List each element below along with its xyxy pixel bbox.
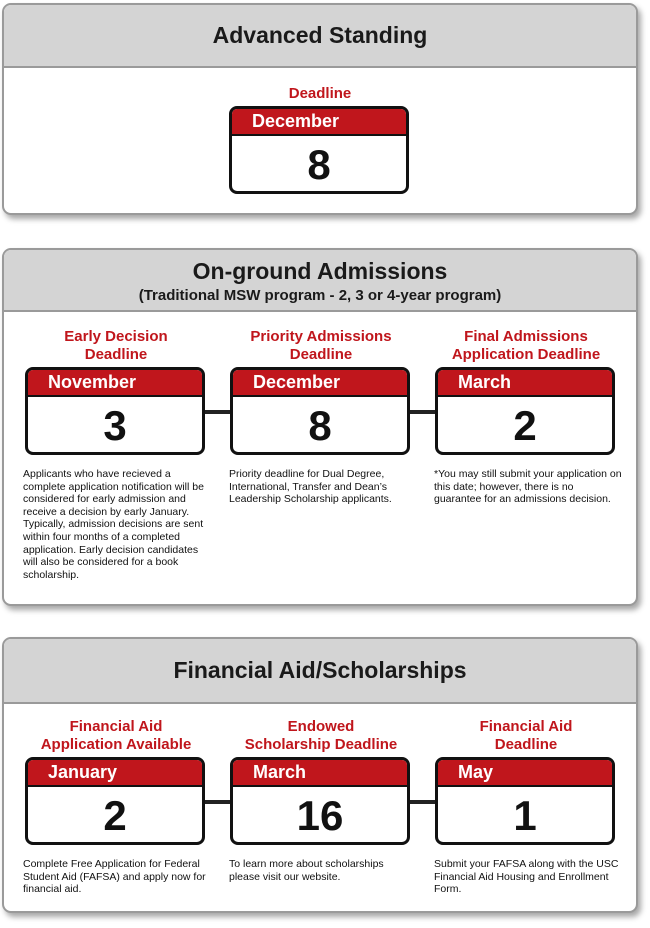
financial-aid-available-calendar [25,757,205,845]
financial-aid-available-label: Financial Aid Application Available [40,718,192,753]
final-admissions-calendar [435,367,615,455]
calendar-month: March [233,760,407,787]
calendar-month: January [28,760,202,787]
endowed-scholarship-calendar [230,757,410,845]
onground-admissions-panel [2,248,638,606]
final-admissions-label: Final Admissions Application Deadline [451,328,601,363]
calendar-day: 3 [103,402,127,449]
financial-aid-deadline-description: Submit your FAFSA along with the USC Financial Aid Housing and Enrollment Form. [434,858,619,896]
onground-subtitle: (Traditional MSW program - 2, 3 or 4-year program) [138,287,502,304]
advanced-standing-header [4,5,636,68]
timeline-connector [205,410,231,414]
advanced-calendar [229,106,409,194]
calendar-day: 16 [296,792,344,839]
endowed-scholarship-label: Endowed Scholarship Deadline [244,718,398,753]
calendar-day: 8 [308,402,332,449]
endowed-scholarship-description: To learn more about scholarships please visit our website. [229,858,384,883]
calendar-day: 2 [103,792,127,839]
early-decision-calendar [25,367,205,455]
financial-aid-panel [2,637,638,913]
early-decision-label: Early Decision Deadline [64,328,168,363]
advanced-deadline-label: Deadline [288,85,352,102]
priority-admissions-label: Priority Admissions Deadline [250,328,392,363]
financial-aid-title: Financial Aid/Scholarships [173,657,467,683]
final-admissions-description: *You may still submit your application on this date; however, there is no guarantee for an admissions decision. [434,468,622,506]
calendar-day: 8 [307,141,331,188]
advanced-standing-panel [2,3,638,215]
calendar-day: 2 [513,402,537,449]
calendar-day: 1 [513,792,537,839]
timeline-connector [410,410,436,414]
timeline-connector [205,800,231,804]
calendar-month: March [438,370,612,397]
financial-aid-deadline-calendar [435,757,615,845]
advanced-standing-title: Advanced Standing [212,22,428,48]
priority-admissions-description: Priority deadline for Dual Degree, International, Transfer and Dean’s Leadership Scholarship applicants. [229,468,392,506]
calendar-month: December [233,370,407,397]
early-decision-description: Applicants who have recieved a complete application notification will be considered for early admission and receive a decision by early January. Typically, admission decisions are sent within four months of a completed application. Early decision candidates will also be considered for a book scholarship. [23,468,204,581]
priority-admissions-calendar [230,367,410,455]
onground-header [4,250,636,312]
onground-title: On-ground Admissions [192,258,448,284]
financial-aid-deadline-label: Financial Aid Deadline [479,718,573,753]
financial-aid-available-description: Complete Free Application for Federal Student Aid (FAFSA) and apply now for financial aid. [23,858,206,896]
calendar-month: December [232,109,406,136]
timeline-connector [410,800,436,804]
calendar-month: November [28,370,202,397]
financial-aid-header [4,639,636,704]
calendar-month: May [438,760,612,787]
